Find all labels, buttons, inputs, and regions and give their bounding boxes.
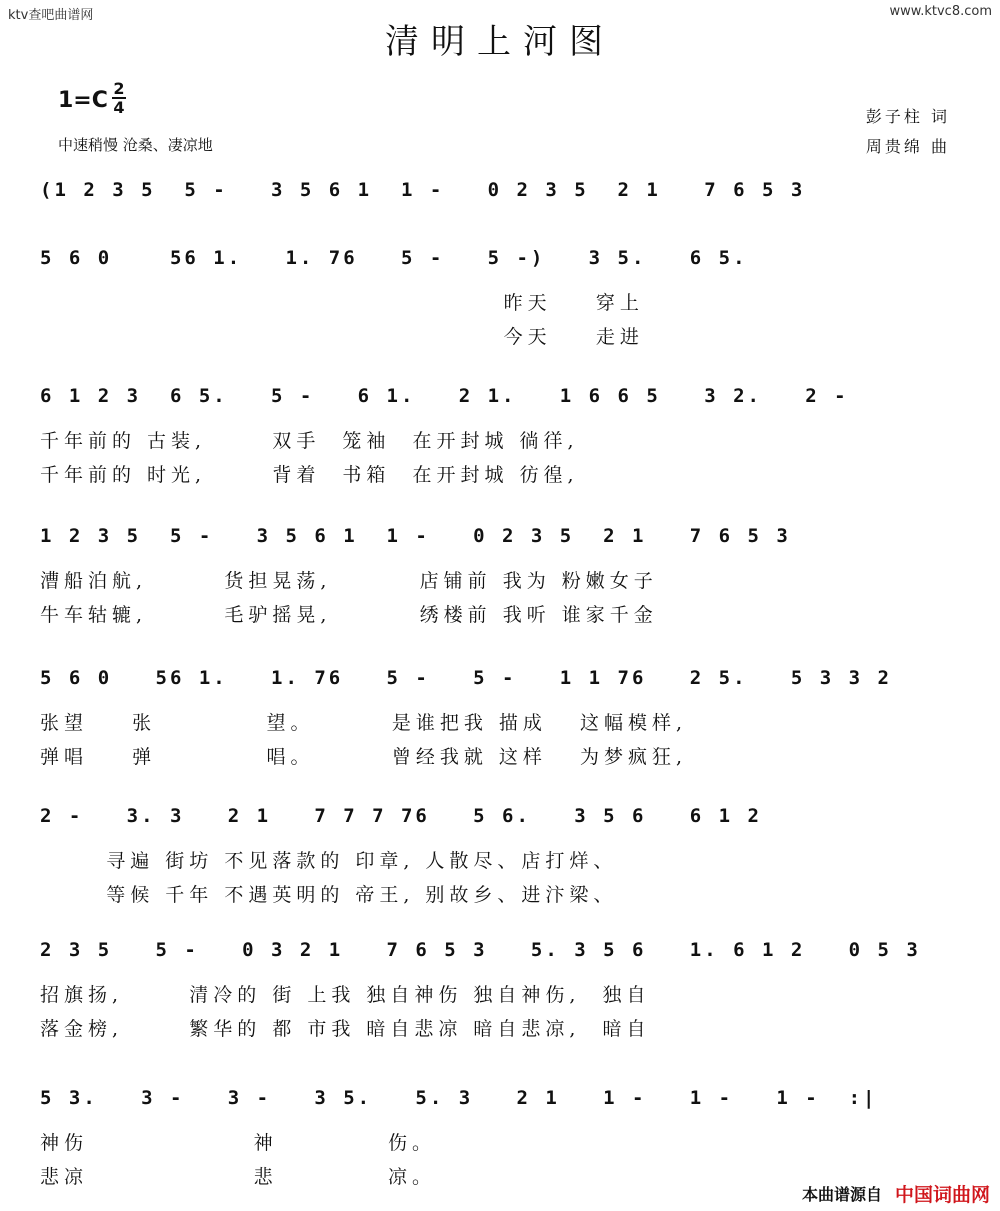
- lyric-line: 弹唱 弹 唱。 曾经我就 这样 为梦疯狂,: [40, 746, 688, 768]
- lyric-line: 千年前的 古装, 双手 笼袖 在开封城 徜徉,: [40, 430, 579, 452]
- score-row: [40, 238, 960, 358]
- lyric-line: 牛车轱辘, 毛驴摇晃, 绣楼前 我听 谁家千金: [40, 604, 658, 626]
- notation-line: 2 3 5 5 - 0 3 2 1 7 6 5 3 5. 3 5 6 1. 6 1 2 0 5 3: [40, 939, 921, 961]
- lyric-line: 张望 张 望。 是谁把我 描成 这幅模样,: [40, 712, 688, 734]
- notation-line: (1 2 3 5 5 - 3 5 6 1 1 - 0 2 3 5 2 1 7 6 5 3: [40, 179, 806, 201]
- notation-line: 5 3. 3 - 3 - 3 5. 5. 3 2 1 1 - 1 - 1 - :|: [40, 1087, 878, 1109]
- lyric-line: 悲凉 悲 凉。: [40, 1166, 436, 1188]
- lyric-line: 招旗扬, 清冷的 街 上我 独自神伤 独自神伤, 独自: [40, 984, 651, 1006]
- score-row: [40, 658, 960, 778]
- watermark-right: www.ktvc8.com: [889, 4, 992, 19]
- watermark-left: ktv查吧曲谱网: [8, 8, 94, 23]
- time-signature: [112, 80, 126, 116]
- score-row: [40, 796, 960, 916]
- lyric-line: 漕船泊航, 货担晃荡, 店铺前 我为 粉嫩女子: [40, 570, 658, 592]
- key-signature: 1=C: [58, 88, 108, 113]
- source-site: 中国词曲网: [894, 1184, 990, 1206]
- lyric-line: 今天 走进: [40, 326, 644, 348]
- score-row: [40, 376, 960, 496]
- tempo-marking: 中速稍慢 沧桑、凄凉地: [58, 136, 213, 154]
- lyric-line: 神伤 神 伤。: [40, 1132, 436, 1154]
- lyric-line: 昨天 穿上: [40, 292, 644, 314]
- lyricist: 彭子柱 词: [865, 107, 950, 126]
- score-row: [40, 516, 960, 636]
- composer: 周贵绵 曲: [865, 137, 950, 156]
- notation-line: 5 6 0 56 1. 1. 76 5 - 5 - 1 1 76 2 5. 5 3 3 2: [40, 667, 892, 689]
- notation-line: 5 6 0 56 1. 1. 76 5 - 5 -) 3 5. 6 5.: [40, 247, 748, 269]
- lyric-line: 落金榜, 繁华的 都 市我 暗自悲凉 暗自悲凉, 暗自: [40, 1018, 651, 1040]
- notation-line: 1 2 3 5 5 - 3 5 6 1 1 - 0 2 3 5 2 1 7 6 5 3: [40, 525, 791, 547]
- source-label: 本曲谱源自: [801, 1185, 882, 1204]
- lyric-line: 千年前的 时光, 背着 书箱 在开封城 彷徨,: [40, 464, 579, 486]
- score-row: [40, 1078, 960, 1198]
- lyric-line: 等候 千年 不遇英明的 帝王, 别故乡、进汴梁、: [40, 884, 618, 906]
- score-row: [40, 930, 960, 1050]
- time-top: 2: [113, 79, 125, 98]
- notation-line: 6 1 2 3 6 5. 5 - 6 1. 2 1. 1 6 6 5 3 2. 2 -: [40, 385, 849, 407]
- time-bottom: 4: [113, 98, 125, 117]
- song-title: 清明上河图: [385, 22, 615, 62]
- lyric-line: 寻遍 街坊 不见落款的 印章, 人散尽、店打烊、: [40, 850, 618, 872]
- notation-line: 2 - 3. 3 2 1 7 7 7 76 5 6. 3 5 6 6 1 2: [40, 805, 762, 827]
